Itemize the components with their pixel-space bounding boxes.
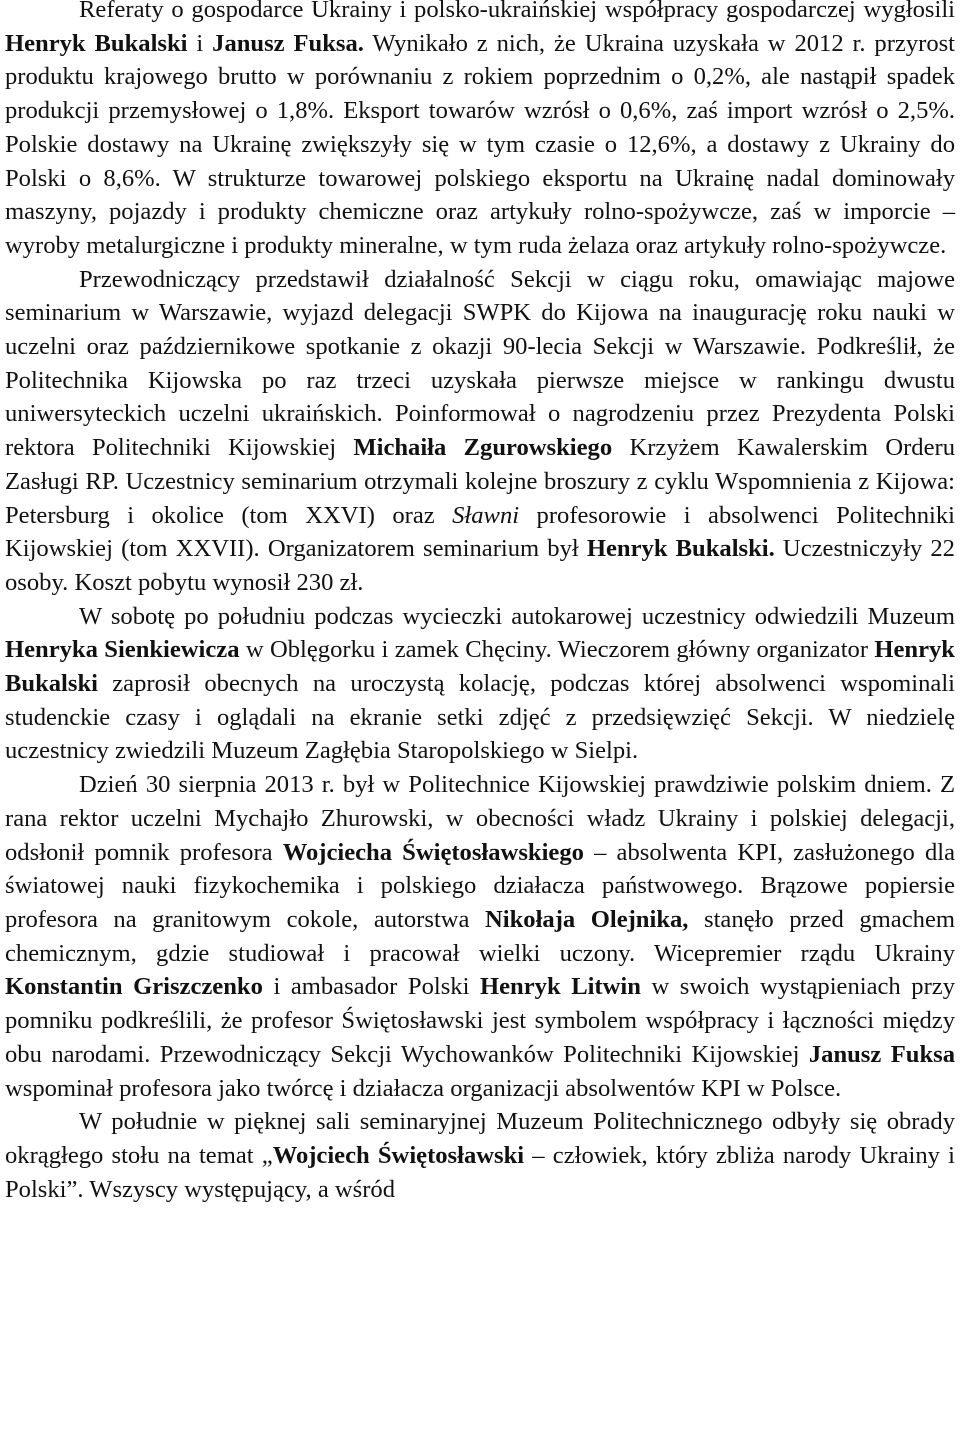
paragraph-economy-report [5,0,955,263]
bold-name-text: Michaiła Zgurowskiego [353,434,613,462]
body-text: – człowiek, który zbliża narody Ukrainy i Polski”. Wszyscy występujący, a wśród [5,1141,955,1203]
paragraph-round-table [5,1105,955,1206]
bold-name-text: Henryk Bukalski [5,636,955,698]
paragraph-saturday-trip [5,600,955,769]
body-text: wspominał profesora jako twórcę i działacza organizacji absolwentów KPI w Polsce. [5,1074,842,1102]
bold-name-text: Henryk Litwin [480,973,641,1001]
body-text: w swoich wystąpieniach przy pomniku podkreślili, że profesor Świętosławski jest symbolem współpracy i łączności między obu narodami. Przewodniczący Sekcji Wychowanków Politechniki Kijowskiej [5,973,955,1068]
bold-name-text: Henryk Bukalski. [586,535,775,563]
body-text: Wynikało z nich, że Ukraina uzyskała w 2012 r. przyrost produktu krajowego brutto w porównaniu z rokiem poprzednim o 0,2%, ale nastąpił spadek produkcji przemysłowej o 1,8%. Eksport towarów wzrósł o 0,6%, zaś import wzrósł o 2,5%. Polskie dostawy na Ukrainę zwiększyły się w tym czasie o 12,6%, a dostawy z Ukrainy do Polski o 8,6%. W strukturze towarowej polskiego eksportu na Ukrainę nadal dominowały maszyny, pojazdy i produkty chemiczne oraz artykuły rolno-spożywcze, zaś w imporcie – wyroby metalurgiczne i produkty mineralne, w tym ruda żelaza oraz artykuły rolno-spożywcze. [5,29,956,259]
bold-name-text: Nikołaja Olejnika, [485,905,689,933]
bold-name-text: Janusz Fuksa. [212,29,364,57]
bold-name-text: Wojciech Świętosławski [272,1141,525,1169]
paragraph-kyiv-polish-day [5,768,955,1105]
bold-name-text: Henryka Sienkiewicza [5,636,240,664]
body-text: Uczestniczyły 22 osoby. Koszt pobytu wynosił 230 zł. [5,535,955,596]
body-text: Referaty o gospodarce Ukrainy i polsko-ukraińskiej współpracy gospodarczej wygłosili [79,0,955,23]
body-text: profesorowie i absolwenci Politechniki Kijowskiej (tom XXVII). Organizatorem seminarium był [5,501,955,563]
body-text: Przewodniczący przedstawił działalność Sekcji w ciągu roku, omawiając majowe seminarium w Warszawie, wyjazd delegacji SWPK do Kijowa na inaugurację roku nauki w uczelni oraz październikowe spotkanie z okazji 90-lecia Sekcji w Warszawie. Podkreślił, że Politechnika Kijowska po raz trzeci uzyskała pierwsze miejsce w rankingu dwustu uniwersyteckich uczelni ukraińskich. Poinformował o nagrodzeniu przez Prezydenta Polski rektora Politechniki Kijowskiej [5,265,955,462]
body-text: zaprosił obecnych na uroczystą kolację, podczas której absolwenci wspominali studenckie czasy i oglądali na ekranie setki zdjęć z przedsięwzięć Sekcji. W niedzielę uczestnicy zwiedzili Muzeum Zagłębia Staropolskiego w Sielpi. [5,670,955,765]
body-text: Krzyżem Kawalerskim Orderu Zasługi RP. Uczestnicy seminarium otrzymali kolejne broszury z cyklu Wspomnienia z Kijowa: Petersburg i okolice (tom XXVI) oraz [5,434,956,529]
body-text: W południe w pięknej sali seminaryjnej Muzeum Politechnicznego odbyły się obrady okrągłego stołu na temat „ [5,1108,955,1169]
body-text: stanęło przed gmachem chemicznym, gdzie studiował i pracował wielki uczony. Wicepremier rządu Ukrainy [5,905,955,967]
body-text: Dzień 30 sierpnia 2013 r. był w Politechnice Kijowskiej prawdziwie polskim dniem. Z rana rektor uczelni Mychajło Zhurowski, w obecności władz Ukrainy i polskiej delegacji, odsłonił pomnik profesora [5,771,955,866]
italic-title-text: Sławni [452,501,520,529]
bold-name-text: Konstantin Griszczenko [5,973,263,1001]
bold-name-text: Janusz Fuksa [808,1040,955,1068]
body-text: i [187,29,213,57]
body-text: – absolwenta KPI, zasłużonego dla światowej nauki fizykochemika i polskiego działacza państwowego. Brązowe popiersie profesora na granitowym cokole, autorstwa [5,838,956,933]
bold-name-text: Henryk Bukalski [5,29,188,57]
body-text: i ambasador Polski [262,973,481,1001]
bold-name-text: Wojciecha Świętosławskiego [282,838,584,866]
paragraph-section-activity [5,263,955,600]
body-text: w Oblęgorku i zamek Chęciny. Wieczorem główny organizator [239,636,875,664]
body-text: W sobotę po południu podczas wycieczki autokarowej uczestnicy odwiedzili Muzeum [79,602,955,630]
